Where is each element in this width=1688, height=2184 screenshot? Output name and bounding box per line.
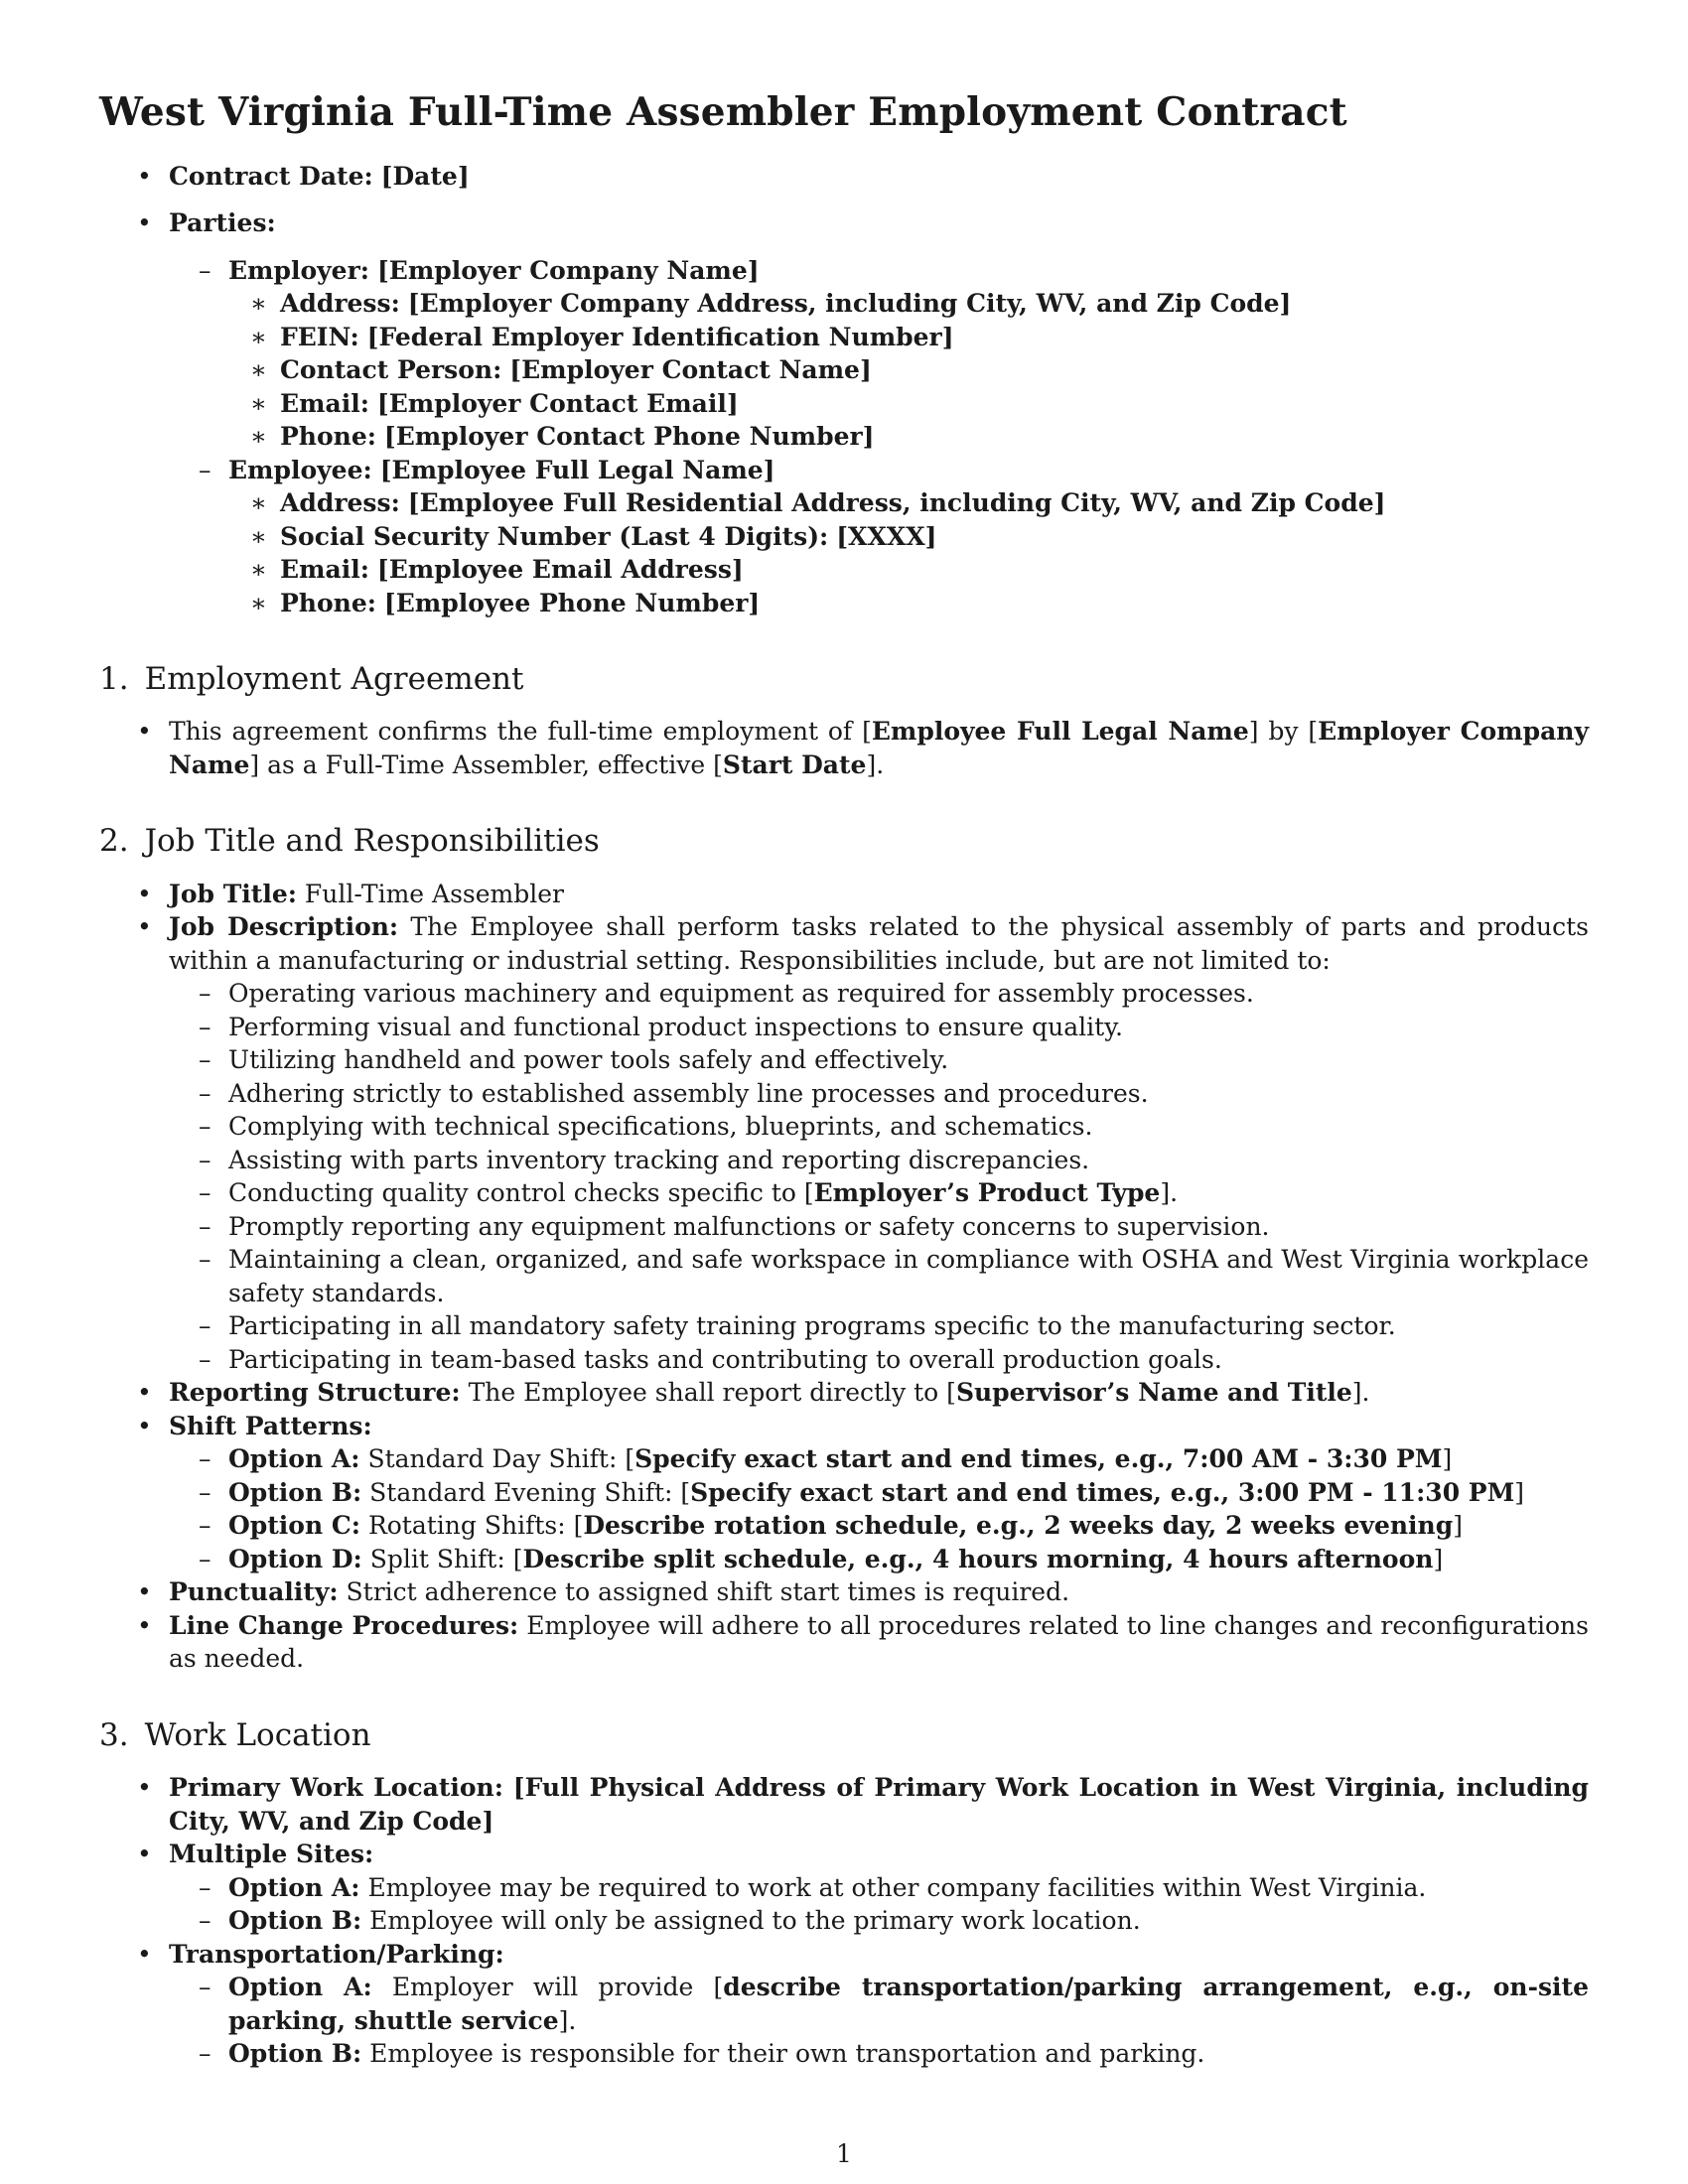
asterisk-icon: ∗ [250,355,267,385]
section-3-list [99,1771,1589,2071]
primary-location-item: • Primary Work Location: [Full Physical Address of Primary Work Location in West Virginia, including City, WV, and Zip Code] [137,1773,1589,1836]
employer-item: – Employer: [Employer Company Name] ∗ Address: [Employer Company Address, including City, WV, and Zip Code] ∗ FEIN: [Federal Employer Identification Number] ∗ Contact Person: [Employer Contact Name] ∗ Email: [Employer Contact Email] ∗ Phone: [Employer Contact Phone Number] [99,254,1589,454]
site-option: – Option A: Employee may be required to work at other company facilities within West Virginia. [99,1871,1589,1905]
duty-item: – Operating various machinery and equipment as required for assembly processes. [99,977,1589,1011]
shift-option: – Option A: Standard Day Shift: [Specify exact start and end times, e.g., 7:00 AM - 3:30 PM] [99,1442,1589,1476]
duty-item: – Assisting with parts inventory tracking and reporting discrepancies. [99,1144,1589,1177]
section-1-list [99,715,1589,781]
duty-item: – Utilizing handheld and power tools safely and effectively. [99,1043,1589,1077]
bullet-icon: • [137,161,152,191]
dash-icon: – [199,1112,211,1142]
bullet-icon: • [137,879,152,908]
employer-field: ∗ Contact Person: [Employer Contact Name] [99,353,1589,387]
parties-list [99,254,1589,620]
asterisk-icon: ∗ [250,555,267,585]
asterisk-icon: ∗ [250,388,267,418]
dash-icon: – [199,1511,211,1541]
bullet-icon: • [137,1773,152,1803]
employer-field: ∗ Email: [Employer Contact Email] [99,387,1589,421]
transportation-item: • Transportation/Parking: – Option A: Employer will provide [describe transportation/parking arrangement, e.g., on-site parking, shuttle service]. – Option B: Employee is responsible for their own transportation and parking. [99,1938,1589,2071]
duty-item: – Participating in team-based tasks and contributing to overall production goals. [99,1343,1589,1377]
parties-item: • Parties: – Employer: [Employer Company Name] ∗ Address: [Employer Company Address, including City, WV, and Zip Code] ∗ FEIN: [Federal Employer Identification Number] ∗ Contact Person: [Employer Contact Name] ∗ Email: [Employer Contact Email] ∗ Phone: [Employer Contact Phone Number] – Employee: [Employee Full Legal Name] ∗ Address: [Employee Full Residential Address, including City, WV, and Zip Code] ∗ Social Security Number (Last 4 Digits): [XXXX] ∗ Email: [Employee Email Address] ∗ Phone: [Employee Phone Number] [99,206,1589,619]
job-title-item: • Job Title: Full-Time Assembler [99,878,1589,911]
bullet-icon: • [137,1840,152,1869]
dash-icon: – [199,455,211,484]
dash-icon: – [199,1211,211,1241]
asterisk-icon: ∗ [250,289,267,319]
employee-fields [99,486,1589,619]
employer-field: ∗ Phone: [Employer Contact Phone Number] [99,420,1589,454]
section-heading-employment-agreement: 1. Employment Agreement [99,661,524,698]
transport-option: – Option B: Employee is responsible for their own transportation and parking. [99,2037,1589,2071]
document-page [99,87,1589,2071]
duties-list [99,977,1589,1376]
employer-field: ∗ FEIN: [Federal Employer Identification Number] [99,321,1589,354]
dash-icon: – [199,255,211,285]
line-change-item: • Line Change Procedures: Employee will adhere to all procedures related to line changes and reconfigurations as needed. [137,1610,1589,1674]
agreement-paragraph: • This agreement confirms the full-time employment of [Employee Full Legal Name] by [Employer Company Name] as a Full-Time Assembler, effective [Start Date]. [137,717,1589,779]
contract-header-list [99,160,1589,620]
shift-options-list [99,1442,1589,1575]
asterisk-icon: ∗ [250,521,267,551]
duty-item: – Promptly reporting any equipment malfunctions or safety concerns to supervision. [99,1210,1589,1244]
dash-icon: – [199,1477,211,1507]
bullet-icon: • [137,912,152,942]
dash-icon: – [199,1045,211,1075]
job-description-item: • Job Description: The Employee shall perform tasks related to the physical assembly of parts and products within a manufacturing or industrial setting. Responsibilities include, but are not limited to: – Operating various machinery and equipment as required for assembly processes. – Performing visual and functional product inspections to ensure quality. – Utilizing handheld and power tools safely and effectively. – Adhering strictly to established assembly line processes and procedures. – Complying with technical specifications, blueprints, and schematics. – Assisting with parts inventory tracking and reporting discrepancies. – Conducting quality control checks specific to [Employer’s Product Type]. – Promptly reporting any equipment malfunctions or safety concerns to supervision. – Maintaining a clean, organized, and safe workspace in compliance with OSHA and West Virginia workplace safety standards. – Participating in all mandatory safety training programs specific to the manufacturing sector. – Participating in team-based tasks and contributing to overall production goals. [99,910,1589,1376]
shift-option: – Option B: Standard Evening Shift: [Specify exact start and end times, e.g., 3:00 PM - 11:30 PM] [99,1476,1589,1510]
bullet-icon: • [137,1939,152,1969]
dash-icon: – [199,1973,211,2002]
bullet-icon: • [137,1411,152,1440]
page-number: 1 [836,2139,852,2168]
employee-field: ∗ Social Security Number (Last 4 Digits): [XXXX] [99,520,1589,554]
dash-icon: – [199,979,211,1009]
employee-field: ∗ Address: [Employee Full Residential Address, including City, WV, and Zip Code] [99,486,1589,520]
contract-date-item: • Contract Date: [Date] [99,160,1589,194]
dash-icon: – [199,1906,211,1936]
dash-icon: – [199,1872,211,1902]
employee-item: – Employee: [Employee Full Legal Name] ∗ Address: [Employee Full Residential Address, including City, WV, and Zip Code] ∗ Social Security Number (Last 4 Digits): [XXXX] ∗ Email: [Employee Email Address] ∗ Phone: [Employee Phone Number] [99,454,1589,620]
document-title: West Virginia Full-Time Assembler Employment Contract [99,89,1347,135]
multiple-sites-item: • Multiple Sites: – Option A: Employee may be required to work at other company facilities within West Virginia. – Option B: Employee will only be assigned to the primary work location. [99,1838,1589,1938]
dash-icon: – [199,1078,211,1108]
bullet-icon: • [137,1378,152,1408]
bullet-icon: • [137,717,152,747]
dash-icon: – [199,1344,211,1374]
duty-item: – Participating in all mandatory safety training programs specific to the manufacturing sector. [99,1309,1589,1343]
section-2-list [99,878,1589,1676]
contract-date-value: [Date] [380,161,470,191]
asterisk-icon: ∗ [250,422,267,452]
shift-option: – Option D: Split Shift: [Describe split schedule, e.g., 4 hours morning, 4 hours afternoon] [99,1543,1589,1576]
employer-fields [99,287,1589,454]
asterisk-icon: ∗ [250,488,267,518]
duty-item: – Conducting quality control checks specific to [Employer’s Product Type]. [99,1176,1589,1210]
section-heading-work-location: 3. Work Location [99,1716,371,1753]
shift-patterns-item: • Shift Patterns: – Option A: Standard Day Shift: [Specify exact start and end times, e.g., 7:00 AM - 3:30 PM] – Option B: Standard Evening Shift: [Specify exact start and end times, e.g., 3:00 PM - 11:30 PM] – Option C: Rotating Shifts: [Describe rotation schedule, e.g., 2 weeks day, 2 weeks evening] – Option D: Split Shift: [Describe split schedule, e.g., 4 hours morning, 4 hours afternoon] [99,1410,1589,1576]
multiple-sites-options [99,1871,1589,1938]
section-heading-job-title: 2. Job Title and Responsibilities [99,823,600,860]
dash-icon: – [199,1544,211,1573]
site-option: – Option B: Employee will only be assigned to the primary work location. [99,1904,1589,1938]
dash-icon: – [199,1012,211,1041]
dash-icon: – [199,2039,211,2069]
duty-item: – Adhering strictly to established assembly line processes and procedures. [99,1077,1589,1111]
reporting-structure-item: • Reporting Structure: The Employee shall report directly to [Supervisor’s Name and Title]. [99,1376,1589,1410]
employee-field: ∗ Email: [Employee Email Address] [99,553,1589,587]
employer-field: ∗ Address: [Employer Company Address, including City, WV, and Zip Code] [99,287,1589,321]
punctuality-item: • Punctuality: Strict adherence to assigned shift start times is required. [99,1575,1589,1609]
duty-item: – Maintaining a clean, organized, and safe workspace in compliance with OSHA and West Virginia workplace safety standards. [199,1245,1589,1307]
asterisk-icon: ∗ [250,588,267,617]
duty-item: – Performing visual and functional product inspections to ensure quality. [99,1011,1589,1044]
bullet-icon: • [137,208,152,238]
bullet-icon: • [137,1577,152,1607]
dash-icon: – [199,1245,211,1275]
bullet-icon: • [137,1610,152,1640]
shift-option: – Option C: Rotating Shifts: [Describe rotation schedule, e.g., 2 weeks day, 2 weeks evening] [99,1509,1589,1543]
duty-item: – Complying with technical specifications, blueprints, and schematics. [99,1110,1589,1144]
dash-icon: – [199,1178,211,1208]
employee-field: ∗ Phone: [Employee Phone Number] [99,587,1589,620]
dash-icon: – [199,1311,211,1341]
transportation-options [99,1971,1589,2071]
transport-option: – Option A: Employer will provide [describe transportation/parking arrangement, e.g., on-site parking, shuttle service]. [199,1973,1589,2035]
asterisk-icon: ∗ [250,322,267,351]
dash-icon: – [199,1145,211,1174]
dash-icon: – [199,1444,211,1474]
